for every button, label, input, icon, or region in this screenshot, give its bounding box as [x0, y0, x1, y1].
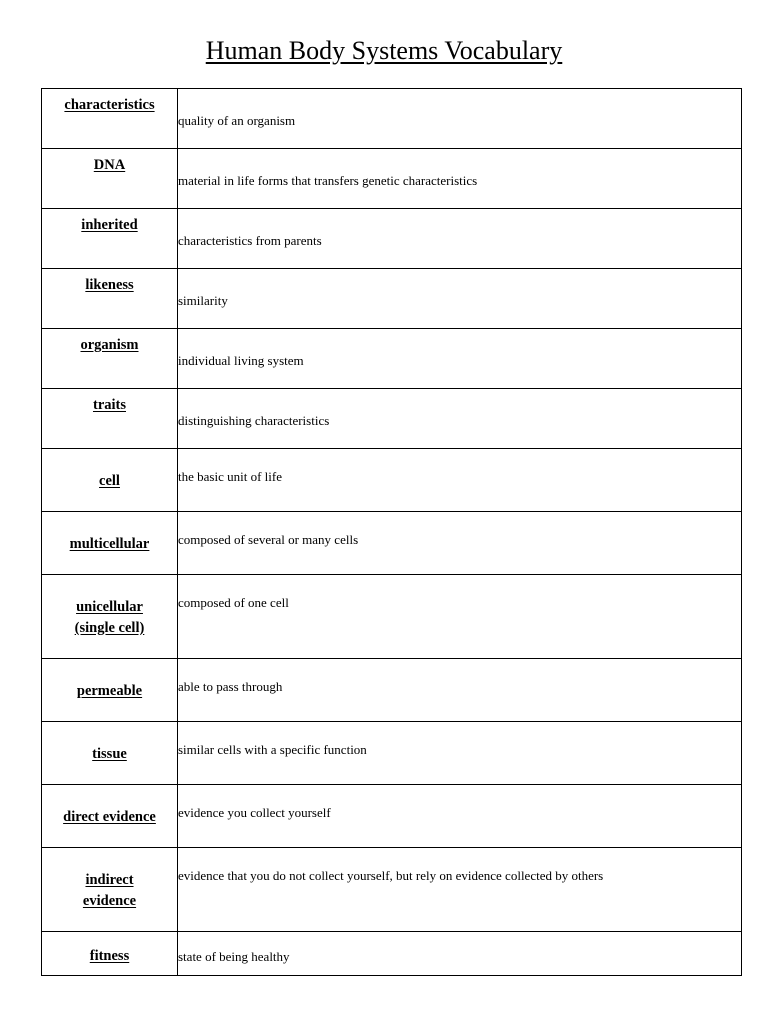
table-row [42, 149, 742, 209]
table-row [42, 848, 742, 932]
definition-cell: similar cells with a specific function [178, 722, 742, 785]
term-cell: indirect evidence [42, 848, 178, 932]
table-row [42, 722, 742, 785]
definition-cell: the basic unit of life [178, 449, 742, 512]
term-cell: organism [42, 329, 178, 389]
table-row [42, 785, 742, 848]
term-cell: permeable [42, 659, 178, 722]
term-cell: inherited [42, 209, 178, 269]
term-cell: multicellular [42, 512, 178, 575]
definition-cell: distinguishing characteristics [178, 389, 742, 449]
table-row [42, 932, 742, 976]
definition-cell: state of being healthy [178, 932, 742, 976]
table-row [42, 575, 742, 659]
definition-cell: individual living system [178, 329, 742, 389]
definition-cell: material in life forms that transfers genetic characteristics [178, 149, 742, 209]
definition-cell: characteristics from parents [178, 209, 742, 269]
definition-cell: able to pass through [178, 659, 742, 722]
definition-cell: evidence that you do not collect yourself, but rely on evidence collected by others [178, 848, 742, 932]
term-cell: fitness [42, 932, 178, 976]
table-row [42, 89, 742, 149]
table-row [42, 512, 742, 575]
table-row [42, 329, 742, 389]
term-cell: traits [42, 389, 178, 449]
term-cell: unicellular (single cell) [42, 575, 178, 659]
term-cell: characteristics [42, 89, 178, 149]
table-row [42, 269, 742, 329]
term-cell: tissue [42, 722, 178, 785]
vocabulary-table [41, 88, 742, 976]
table-row [42, 449, 742, 512]
term-cell: likeness [42, 269, 178, 329]
table-row [42, 389, 742, 449]
definition-cell: similarity [178, 269, 742, 329]
page-title: Human Body Systems Vocabulary [205, 36, 563, 65]
term-cell: cell [42, 449, 178, 512]
table-row [42, 659, 742, 722]
term-cell: direct evidence [42, 785, 178, 848]
definition-cell: composed of several or many cells [178, 512, 742, 575]
table-row [42, 209, 742, 269]
definition-cell: composed of one cell [178, 575, 742, 659]
term-cell: DNA [42, 149, 178, 209]
definition-cell: quality of an organism [178, 89, 742, 149]
definition-cell: evidence you collect yourself [178, 785, 742, 848]
